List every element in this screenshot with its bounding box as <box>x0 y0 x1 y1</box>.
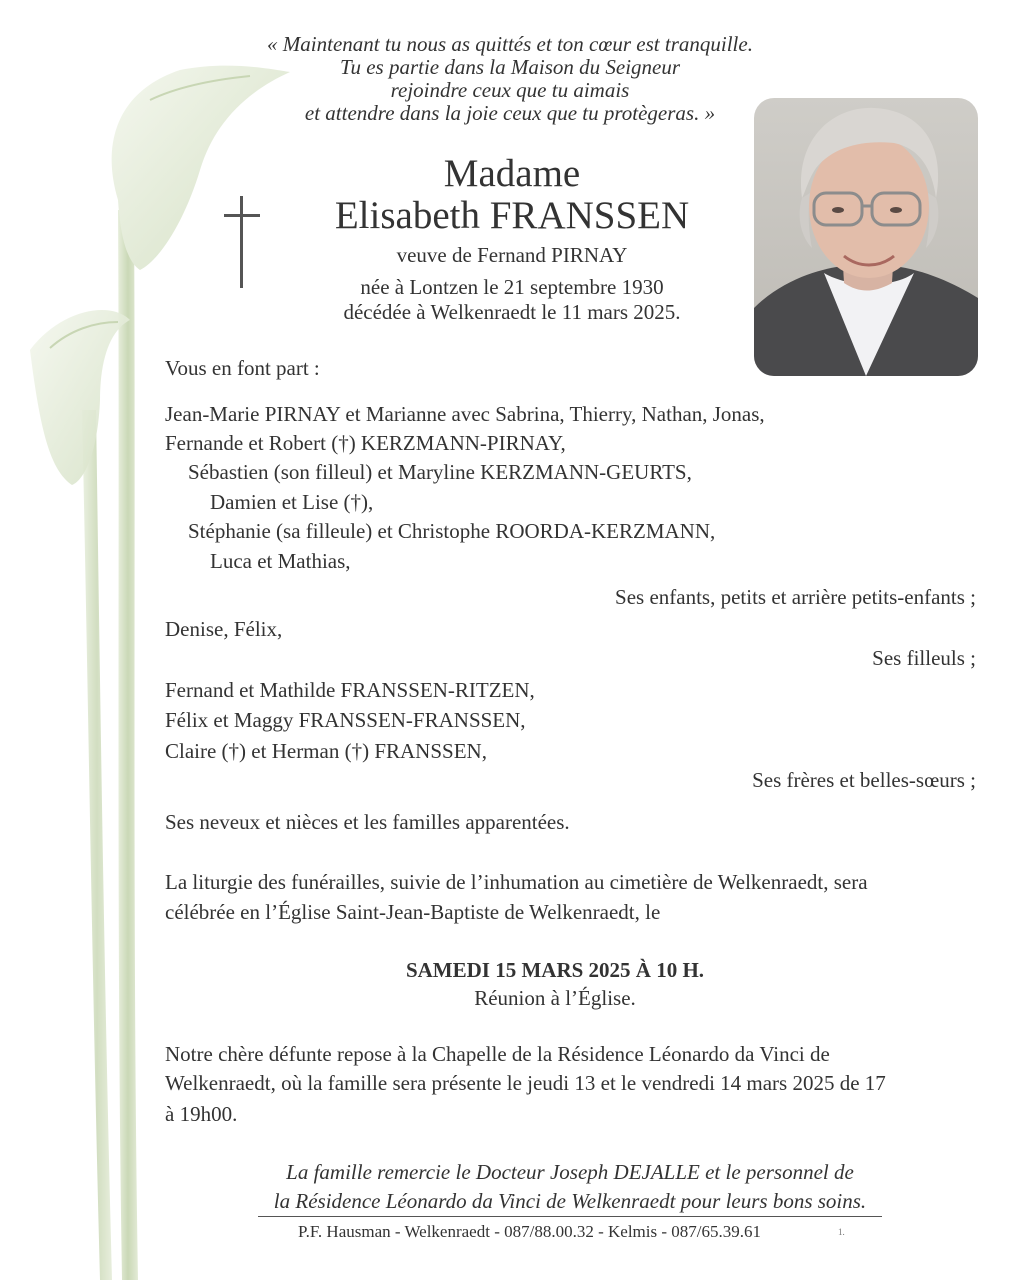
children-line: Fernande et Robert (†) KERZMANN-PIRNAY, <box>165 431 566 455</box>
poem-line-1: « Maintenant tu nous as quittés et ton cœur est tranquille. <box>267 32 753 56</box>
children-label: Ses enfants, petits et arrière petits-enfants ; <box>615 585 976 609</box>
lily-flower <box>30 310 130 485</box>
deceased-name: Elisabeth FRANSSEN <box>334 194 690 237</box>
godchildren-line: Denise, Félix, <box>165 617 283 641</box>
intro-text: Vous en font part : <box>165 356 320 380</box>
death-info: décédée à Welkenraedt le 11 mars 2025. <box>343 300 681 324</box>
children-line: Stéphanie (sa filleule) et Christophe ROORDA-KERZMANN, <box>188 519 716 543</box>
children-line: Luca et Mathias, <box>210 549 351 573</box>
visitation-text: à 19h00. <box>165 1102 238 1126</box>
siblings-line: Félix et Maggy FRANSSEN-FRANSSEN, <box>165 708 526 732</box>
other-relatives: Ses neveux et nièces et les familles apparentées. <box>165 810 570 834</box>
ceremony-date: SAMEDI 15 MARS 2025 À 10 H. <box>405 958 705 982</box>
children-line: Jean-Marie PIRNAY et Marianne avec Sabrina, Thierry, Nathan, Jonas, <box>165 402 765 426</box>
children-line: Damien et Lise (†), <box>210 490 374 514</box>
thanks-line: la Résidence Léonardo da Vinci de Welkenraedt pour leurs bons soins. <box>273 1189 867 1213</box>
children-line: Sébastien (son filleul) et Maryline KERZMANN-GEURTS, <box>188 460 692 484</box>
visitation-text: Welkenraedt, où la famille sera présente le jeudi 13 et le vendredi 14 mars 2025 de 17 <box>165 1071 886 1095</box>
lily-stem <box>82 410 112 1280</box>
godchildren-label: Ses filleuls ; <box>872 646 976 670</box>
birth-info: née à Lontzen le 21 septembre 1930 <box>360 275 664 299</box>
siblings-line: Claire (†) et Herman (†) FRANSSEN, <box>165 739 487 763</box>
poem-line-4: et attendre dans la joie ceux que tu protègeras. » <box>304 101 716 125</box>
thanks-line: La famille remercie le Docteur Joseph DEJALLE et le personnel de <box>286 1160 854 1184</box>
latin-cross-icon <box>222 196 262 288</box>
funeral-home-footer: P.F. Hausman - Welkenraedt - 087/88.00.32 - Kelmis - 087/65.39.61 <box>298 1222 761 1241</box>
poem-line-2: Tu es partie dans la Maison du Seigneur <box>339 55 681 79</box>
lily-stem <box>118 210 138 1280</box>
footer-divider <box>258 1216 882 1217</box>
siblings-label: Ses frères et belles-sœurs ; <box>752 768 976 792</box>
widow-of: veuve de Fernand PIRNAY <box>396 243 628 267</box>
portrait-photo <box>754 98 978 376</box>
ceremony-meeting: Réunion à l’Église. <box>474 986 636 1010</box>
poem-line-3: rejoindre ceux que tu aimais <box>390 78 630 102</box>
ceremony-text: La liturgie des funérailles, suivie de l’inhumation au cimetière de Welkenraedt, sera <box>165 870 868 894</box>
visitation-text: Notre chère défunte repose à la Chapelle de la Résidence Léonardo da Vinci de <box>165 1042 830 1066</box>
footer-mark: 1. <box>838 1227 845 1237</box>
siblings-line: Fernand et Mathilde FRANSSEN-RITZEN, <box>165 678 535 702</box>
salutation: Madame <box>443 152 581 195</box>
ceremony-text: célébrée en l’Église Saint-Jean-Baptiste de Welkenraedt, le <box>165 900 661 924</box>
